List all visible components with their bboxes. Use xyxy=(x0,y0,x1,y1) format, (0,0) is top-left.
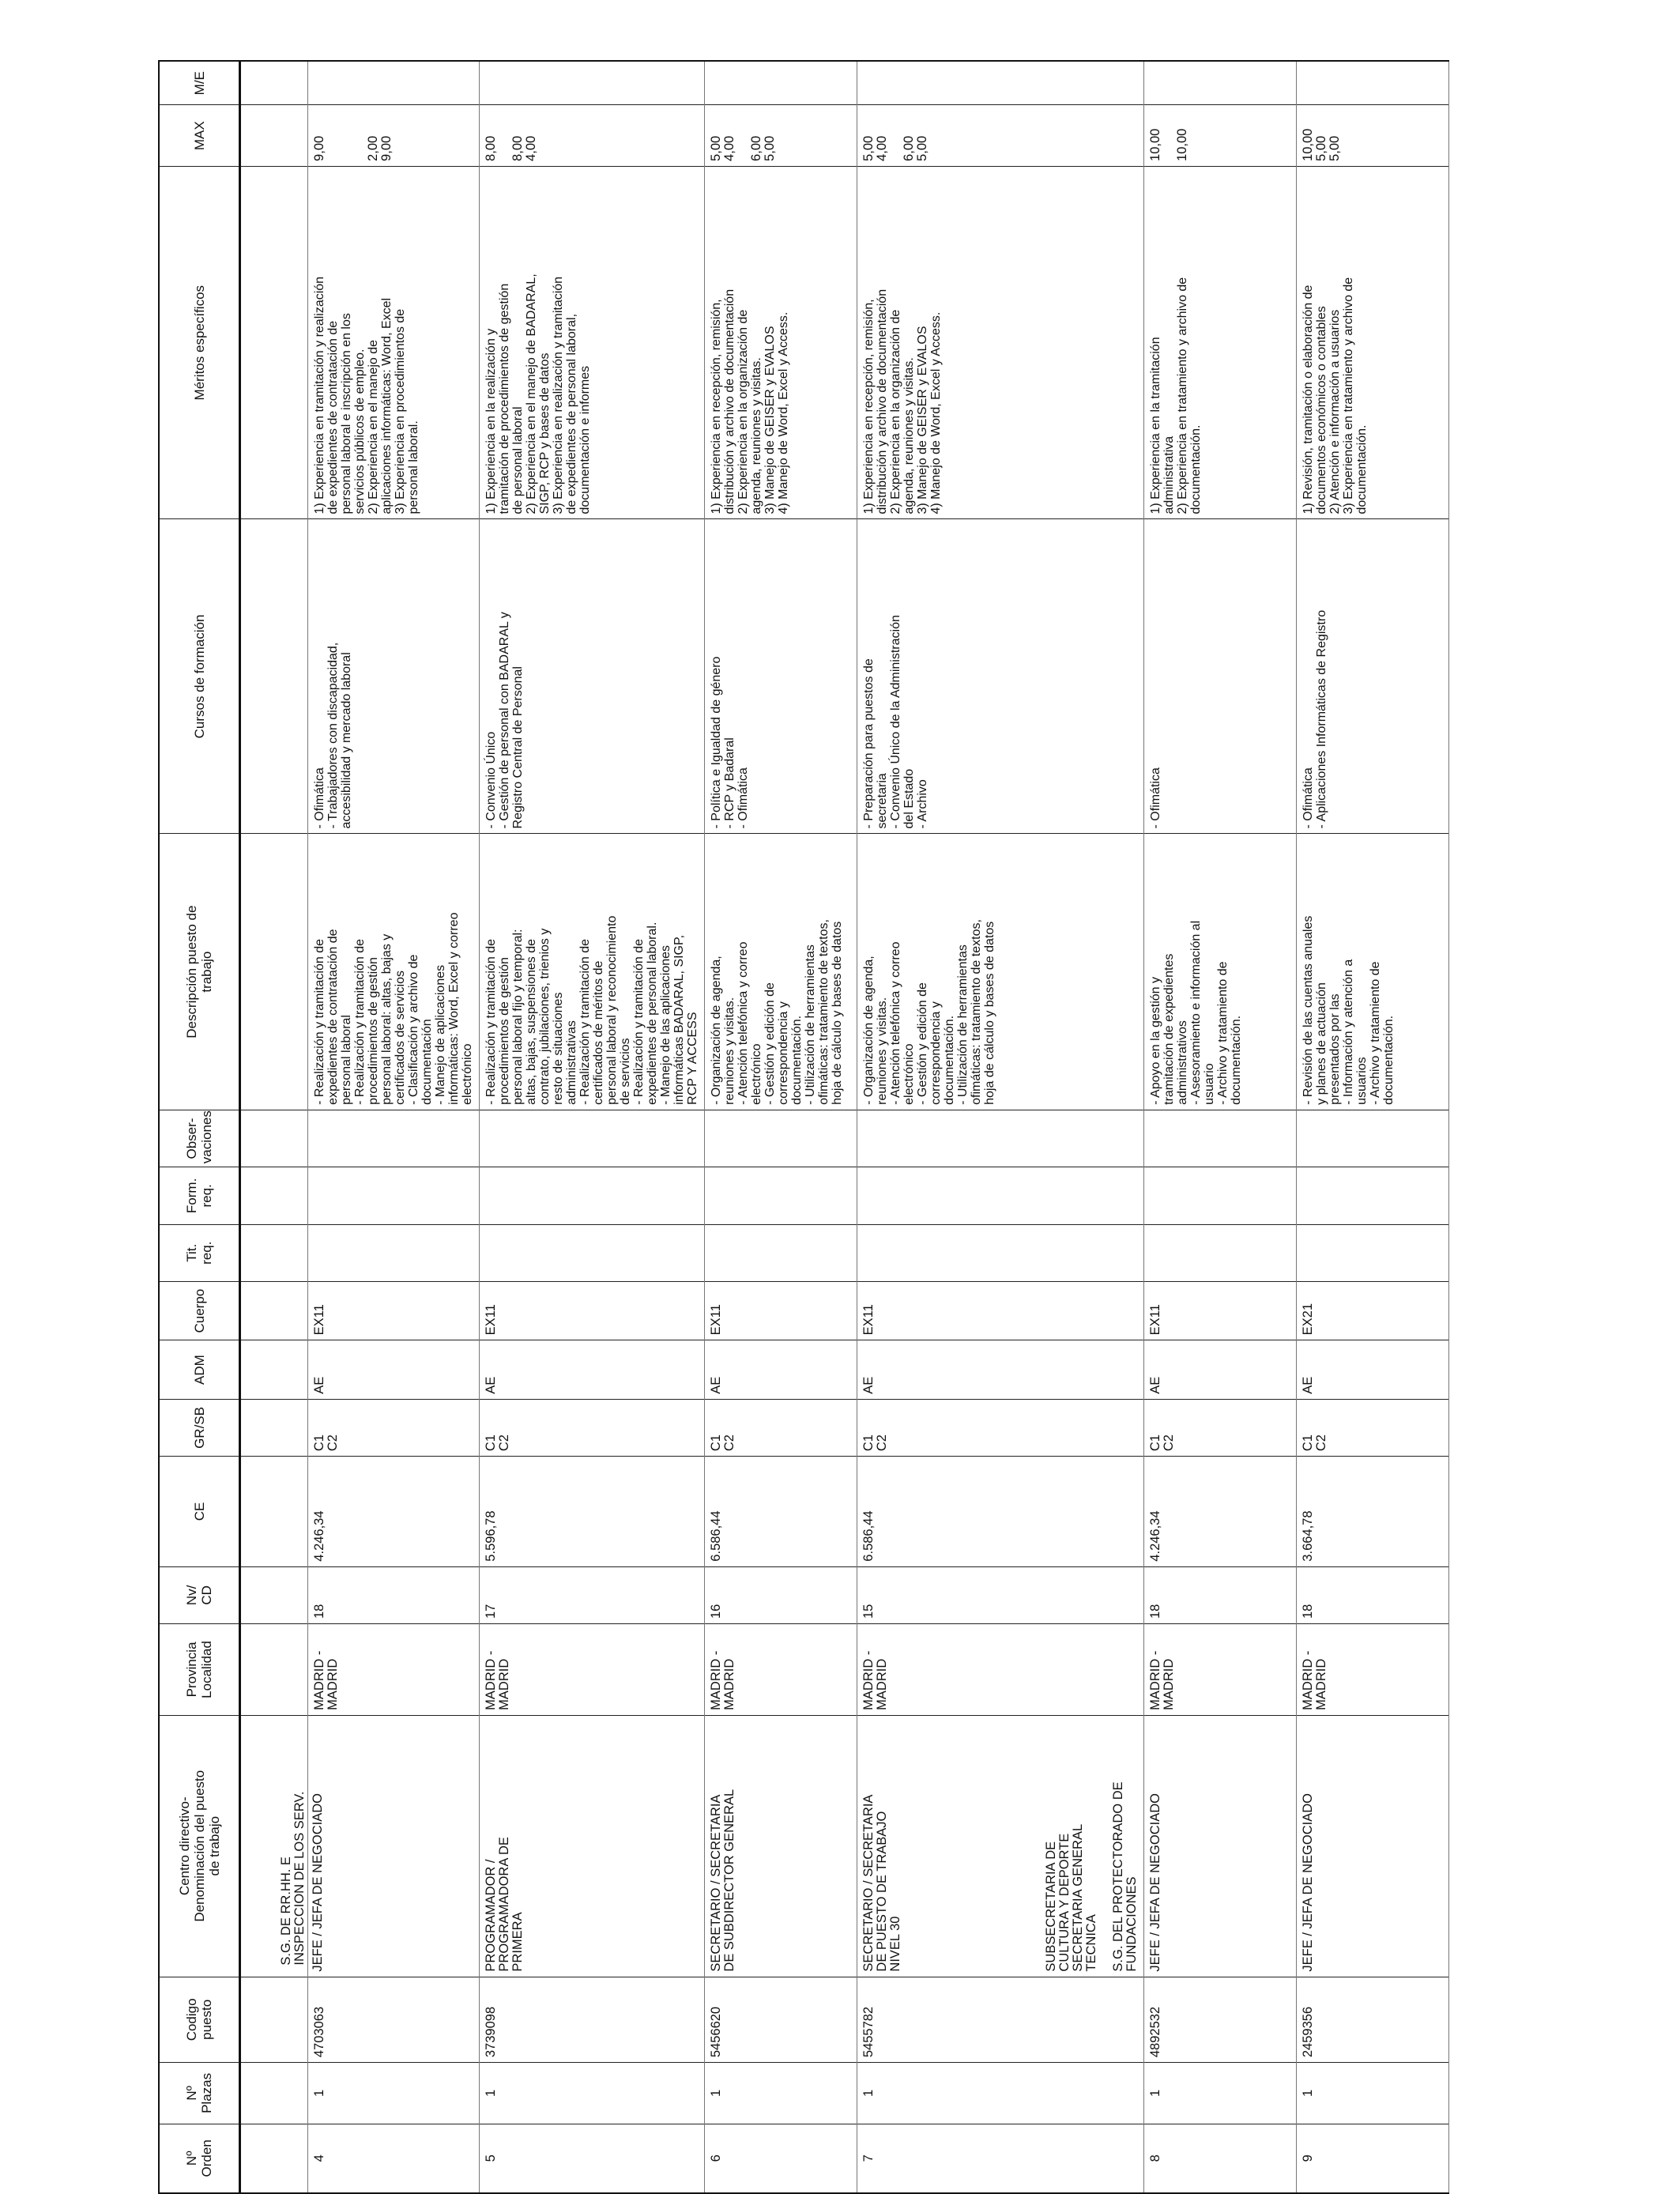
cell-cuerpo-text: EX21 xyxy=(1301,1302,1315,1336)
puesto-denominacion: JEFE / JEFA DE NEGOCIADO xyxy=(1301,1793,1315,1972)
cell-cuerpo xyxy=(1144,1281,1297,1340)
cell-orden xyxy=(705,2124,857,2193)
cell-tit xyxy=(480,1224,705,1281)
cell-ce-text: 5.596,78 xyxy=(484,1510,498,1562)
cell-plazas xyxy=(1297,2063,1449,2124)
cell-provincia xyxy=(1144,1624,1297,1716)
cell-grupo-text: C1 C2 xyxy=(861,1434,889,1452)
cell-provincia xyxy=(857,1624,1144,1716)
cell-nivel-text: 16 xyxy=(709,1604,723,1619)
cell-max-text: 10,00 5,00 5,00 xyxy=(1301,128,1342,161)
cell-max xyxy=(705,105,857,167)
cell-cursos-text: - Convenio Único - Gestión de personal con BADARAL y Registro Central de Personal xyxy=(484,612,525,829)
cell-cursos-text: - Preparación para puestos de secretaria - Convenio Único de la Administración del Estado - Archivo xyxy=(862,615,929,829)
cell-centro xyxy=(1144,1715,1297,1977)
header-orden: Nº Orden xyxy=(159,2124,240,2193)
cell-adm-text: AE xyxy=(312,1376,326,1394)
cell-grupo xyxy=(480,1399,705,1456)
cell-ce-text: 6.586,44 xyxy=(709,1510,723,1562)
header-adm: ADM xyxy=(159,1340,240,1399)
cell-ce xyxy=(857,1457,1144,1567)
cell-orden xyxy=(1297,2124,1449,2193)
centro-directivo-heading: S.G. DE RR.HH. E INSPECCION DE LOS SERV. xyxy=(279,1791,307,1966)
cell-descripcion xyxy=(857,834,1144,1110)
cell-cursos xyxy=(480,519,705,834)
cell-plazas xyxy=(1144,2063,1297,2124)
cell-cursos xyxy=(705,519,857,834)
header-max: MAX xyxy=(159,105,240,167)
cell-codigo xyxy=(1297,1977,1449,2063)
spacer-cell xyxy=(240,2124,308,2193)
cell-meritos xyxy=(480,166,705,519)
cell-grupo xyxy=(308,1399,480,1456)
cell-provincia-text: MADRID - MADRID xyxy=(312,1650,340,1710)
cell-form xyxy=(1144,1167,1297,1224)
puesto-denominacion: PROGRAMADOR / PROGRAMADORA DE PRIMERA xyxy=(484,1837,525,1972)
cell-descripcion-text: - Apoyo en la gestión y tramitación de expedientes administrativos - Asesoramiento e información al usuario - Archivo y tratamiento de documentación. xyxy=(1149,920,1243,1105)
cell-ce xyxy=(1144,1457,1297,1567)
cell-cursos-text: - Ofimática xyxy=(1149,767,1162,829)
cell-nivel-text: 17 xyxy=(484,1604,498,1619)
cell-descripcion-text: - Organización de agenda, reuniones y visitas. - Atención telefónica y correo electrónico - Gestión y edición de correspondencia y documentación. - Utilización de herramientas ofimáticas: tratamiento de textos, hoja de cálculo y bases de datos xyxy=(862,919,996,1105)
cell-orden-text: 8 xyxy=(1148,2154,1162,2162)
cell-cuerpo xyxy=(857,1281,1144,1340)
cell-plazas xyxy=(857,2063,1144,2124)
cell-ce xyxy=(1297,1457,1449,1567)
header-cursos: Cursos de formación xyxy=(159,519,240,834)
spacer-cell xyxy=(240,1624,308,1716)
cell-provincia-text: MADRID - MADRID xyxy=(484,1650,511,1710)
cell-centro xyxy=(1297,1715,1449,1977)
cell-codigo xyxy=(705,1977,857,2063)
cell-meritos xyxy=(1297,166,1449,519)
spacer-cell xyxy=(240,1566,308,1623)
cell-nivel xyxy=(1297,1566,1449,1623)
cell-descripcion-text: - Realización y tramitación de expedientes de contratación de personal laboral - Realización y tramitación de procedimientos de gestión personal laboral: altas, bajas y certificados de servicios - Clasificación y archivo de documentación - Manejo de aplicaciones informáticas: Word, Excel y correo electrónico xyxy=(313,912,474,1105)
cell-cursos xyxy=(857,519,1144,834)
cell-descripcion xyxy=(480,834,705,1110)
cell-meritos xyxy=(857,166,1144,519)
cell-max-text: 5,00 4,00 6,00 5,00 xyxy=(709,135,777,161)
cell-meritos-text: 1) Experiencia en tramitación y realización de expedientes de contratación de personal laboral e inscripción en los servicios públicos de empleo. 2) Experiencia en el manejo de aplicaciones informáticas: Word, Excel 3) Experiencia en procedimientos de personal laboral. xyxy=(313,276,420,515)
cell-meritos-text: 1) Experiencia en recepción, remisión, distribución y archivo de documentación 2) Experiencia en la organización de agenda, reuniones y visitas. 3) Manejo de GEISER y EVALOS 4) Manejo de Word, Excel y Access. xyxy=(710,288,790,515)
header-codigo: Codigo puesto xyxy=(159,1977,240,2063)
cell-provincia-text: MADRID - MADRID xyxy=(709,1650,736,1710)
cell-nivel xyxy=(705,1566,857,1623)
cell-adm xyxy=(705,1340,857,1399)
cell-max xyxy=(308,105,480,167)
cell-meritos-text: 1) Experiencia en la realización y tramitación de procedimientos de gestión de personal laboral 2) Experiencia en el manejo de BADARAL, SIGP, RCP y bases de datos 3) Experiencia en realización y tramitación de expedientes de personal laboral, documentación e informes xyxy=(484,273,592,515)
cell-tit xyxy=(1144,1224,1297,1281)
cell-nivel-text: 18 xyxy=(1301,1604,1315,1619)
spacer-cell xyxy=(240,1977,308,2063)
cell-provincia xyxy=(480,1624,705,1716)
cell-provincia-text: MADRID - MADRID xyxy=(1148,1650,1176,1710)
cell-cursos-text: - Ofimática - Aplicaciones Informáticas de Registro xyxy=(1301,609,1328,829)
cell-form xyxy=(308,1167,480,1224)
cell-cursos xyxy=(308,519,480,834)
cell-provincia xyxy=(308,1624,480,1716)
cell-grupo-text: C1 C2 xyxy=(484,1434,511,1452)
cell-meritos-text: 1) Experiencia en recepción, remisión, distribución y archivo de documentación 2) Experiencia en la organización de agenda, reuniones y visitas. 3) Manejo de GEISER y EVALOS 4) Manejo de Word, Excel y Access. xyxy=(862,288,943,515)
cell-cursos-text: - Ofimática - Trabajadores con discapacidad, accesibilidad y mercado laboral xyxy=(313,642,353,829)
cell-plazas xyxy=(705,2063,857,2124)
cell-nivel xyxy=(1144,1566,1297,1623)
cell-cuerpo-text: EX11 xyxy=(484,1304,498,1336)
cell-centro xyxy=(705,1715,857,1977)
cell-orden-text: 9 xyxy=(1301,2154,1315,2162)
spacer-cell xyxy=(240,61,308,105)
cell-cuerpo-text: EX11 xyxy=(709,1304,723,1336)
spacer-cell xyxy=(240,1457,308,1567)
spacer-cell xyxy=(240,834,308,1110)
header-form: Form. req. xyxy=(159,1167,240,1224)
cell-ce-text: 4.246,34 xyxy=(1148,1510,1162,1562)
cell-max xyxy=(480,105,705,167)
spacer-cell xyxy=(240,1399,308,1456)
cell-adm xyxy=(1144,1340,1297,1399)
cell-nivel xyxy=(857,1566,1144,1623)
spacer-cell xyxy=(240,1110,308,1167)
cell-me xyxy=(705,61,857,105)
cell-obs xyxy=(308,1110,480,1167)
cell-provincia-text: MADRID - MADRID xyxy=(861,1650,889,1710)
cell-cursos xyxy=(1144,519,1297,834)
spacer-cell xyxy=(240,519,308,834)
cell-adm-text: AE xyxy=(861,1376,876,1394)
cell-meritos-text: 1) Experiencia en la tramitación administrativa 2) Experiencia en tratamiento y archivo de documentación. xyxy=(1149,277,1203,515)
table-header-row xyxy=(159,61,240,2193)
cell-cursos-text: - Política e Igualdad de género - RCP y Badaral - Ofimática xyxy=(710,656,750,829)
cell-centro xyxy=(857,1715,1144,1977)
cell-max-text: 9,00 2,00 9,00 xyxy=(312,135,394,161)
cell-adm xyxy=(857,1340,1144,1399)
cell-plazas xyxy=(308,2063,480,2124)
header-me: M/E xyxy=(159,61,240,105)
cell-orden xyxy=(857,2124,1144,2193)
cell-meritos xyxy=(308,166,480,519)
cell-me xyxy=(480,61,705,105)
cell-codigo-text: 3739098 xyxy=(484,2006,498,2058)
cell-centro xyxy=(480,1715,705,1977)
cell-max xyxy=(1144,105,1297,167)
puesto-denominacion: SECRETARIO / SECRETARIA DE SUBDIRECTOR GENERAL xyxy=(709,1789,736,1972)
cell-obs xyxy=(857,1110,1144,1167)
cell-codigo-text: 4703063 xyxy=(312,2006,326,2058)
rotated-landscape-sheet xyxy=(158,60,1434,2194)
spacer-cell xyxy=(240,1224,308,1281)
header-provincia: Provincia Localidad xyxy=(159,1624,240,1716)
table-row xyxy=(308,61,480,2193)
cell-cuerpo xyxy=(705,1281,857,1340)
cell-orden-text: 4 xyxy=(312,2154,326,2162)
cell-ce xyxy=(480,1457,705,1567)
cell-tit xyxy=(705,1224,857,1281)
cell-adm-text: AE xyxy=(484,1376,498,1394)
table-row xyxy=(705,61,857,2193)
spacer-cell xyxy=(240,1167,308,1224)
cell-max-text: 5,00 4,00 6,00 5,00 xyxy=(861,135,929,161)
cell-orden xyxy=(480,2124,705,2193)
cell-max-text: 8,00 8,00 4,00 xyxy=(484,135,538,161)
table-row xyxy=(1297,61,1449,2193)
cell-cuerpo-text: EX11 xyxy=(1148,1304,1162,1336)
cell-max xyxy=(857,105,1144,167)
cell-form xyxy=(857,1167,1144,1224)
cell-adm-text: AE xyxy=(709,1376,723,1394)
cell-grupo xyxy=(857,1399,1144,1456)
cell-ce xyxy=(705,1457,857,1567)
cell-descripcion xyxy=(705,834,857,1110)
cell-descripcion-text: - Revisión de las cuentas anuales y planes de actuación presentados por las - Información y atención a usuarios - Archivo y tratamiento de documentación. xyxy=(1301,915,1396,1105)
cell-form xyxy=(705,1167,857,1224)
cell-tit xyxy=(308,1224,480,1281)
cell-descripcion xyxy=(1144,834,1297,1110)
cell-nivel xyxy=(480,1566,705,1623)
cell-orden-text: 5 xyxy=(484,2154,498,2162)
cell-adm xyxy=(480,1340,705,1399)
job-positions-table xyxy=(158,60,1449,2194)
cell-codigo xyxy=(308,1977,480,2063)
header-centro: Centro directivo- Denominación del puesto de trabajo xyxy=(159,1715,240,1977)
cell-obs xyxy=(480,1110,705,1167)
cell-codigo-text: 5456620 xyxy=(709,2006,723,2058)
cell-cuerpo xyxy=(480,1281,705,1340)
cell-codigo-text: 4892532 xyxy=(1148,2006,1162,2058)
puesto-denominacion: JEFE / JEFA DE NEGOCIADO xyxy=(1148,1793,1162,1972)
cell-nivel-text: 15 xyxy=(861,1604,876,1619)
cell-obs xyxy=(1297,1110,1449,1167)
cell-plazas-text: 1 xyxy=(861,2089,876,2097)
cell-ce xyxy=(308,1457,480,1567)
cell-provincia-text: MADRID - MADRID xyxy=(1301,1650,1328,1710)
cell-plazas-text: 1 xyxy=(709,2089,723,2097)
cell-me xyxy=(1297,61,1449,105)
cell-adm xyxy=(308,1340,480,1399)
cell-meritos xyxy=(705,166,857,519)
cell-grupo xyxy=(1297,1399,1449,1456)
cell-descripcion-text: - Organización de agenda, reuniones y visitas. - Atención telefónica y correo electrónico - Gestión y edición de correspondencia y documentación. - Utilización de herramientas ofimáticas: tratamiento de textos, hoja de cálculo y bases de datos xyxy=(710,919,844,1105)
cell-grupo-text: C1 C2 xyxy=(1301,1434,1328,1452)
cell-tit xyxy=(857,1224,1144,1281)
cell-ce-text: 3.664,78 xyxy=(1301,1510,1315,1562)
cell-plazas-text: 1 xyxy=(1148,2089,1162,2097)
cell-codigo xyxy=(1144,1977,1297,2063)
cell-grupo-text: C1 C2 xyxy=(1148,1434,1176,1452)
header-descripcion: Descripción puesto de trabajo xyxy=(159,834,240,1110)
table-body xyxy=(240,61,1449,2193)
cell-grupo-text: C1 C2 xyxy=(709,1434,736,1452)
cell-plazas xyxy=(480,2063,705,2124)
spacer-cell xyxy=(240,1281,308,1340)
cell-me xyxy=(857,61,1144,105)
cell-orden xyxy=(1144,2124,1297,2193)
cell-obs xyxy=(705,1110,857,1167)
cell-codigo-text: 2459356 xyxy=(1301,2006,1315,2058)
cell-nivel-text: 18 xyxy=(312,1604,326,1619)
cell-centro xyxy=(279,1715,480,1977)
header-cuerpo: Cuerpo xyxy=(159,1281,240,1340)
cell-form xyxy=(480,1167,705,1224)
cell-cuerpo xyxy=(308,1281,480,1340)
cell-plazas-text: 1 xyxy=(484,2089,498,2097)
centro-directivo-next: SUBSECRETARIA DE CULTURA Y DEPORTE SECRETARIA GENERAL TECNICA S.G. DEL PROTECTORADO DE FUNDACIONES xyxy=(1044,1781,1139,1972)
cell-cuerpo-text: EX11 xyxy=(861,1304,876,1336)
cell-obs xyxy=(1144,1110,1297,1167)
cell-tit xyxy=(1297,1224,1449,1281)
header-tit: Tit. req. xyxy=(159,1224,240,1281)
cell-descripcion-text: - Realización y tramitación de procedimientos de gestión personal laboral fijo y temporal: altas, bajas, suspensiones de contrato, jubilaciones, trienios y resto de situaciones administrativas - Realización y tramitación de certificados de méritos de personal laboral y reconocimiento de servicios - Realización y tramitación de expedientes de personal laboral. - Manejo de las aplicaciones informáticas BADARAL, SIGP, RCP Y ACCESS xyxy=(484,915,699,1105)
cell-nivel xyxy=(308,1566,480,1623)
header-ce: CE xyxy=(159,1457,240,1567)
header-grupo: GR/SB xyxy=(159,1399,240,1456)
spacer-cell xyxy=(240,2063,308,2124)
cell-grupo xyxy=(705,1399,857,1456)
cell-codigo xyxy=(480,1977,705,2063)
cell-adm-text: AE xyxy=(1301,1376,1315,1394)
cell-grupo-text: C1 C2 xyxy=(312,1434,340,1452)
cell-orden-text: 7 xyxy=(861,2154,876,2162)
puesto-denominacion: JEFE / JEFA DE NEGOCIADO xyxy=(311,1793,325,1972)
cell-plazas-text: 1 xyxy=(1301,2089,1315,2097)
header-obs: Obser- vaciones xyxy=(159,1110,240,1167)
cell-meritos xyxy=(1144,166,1297,519)
header-nivel: Nv/ CD xyxy=(159,1566,240,1623)
cell-cuerpo-text: EX11 xyxy=(312,1304,326,1336)
cell-grupo xyxy=(1144,1399,1297,1456)
table-row xyxy=(857,61,1144,2193)
cell-provincia xyxy=(705,1624,857,1716)
cell-ce-text: 6.586,44 xyxy=(861,1510,876,1562)
cell-plazas-text: 1 xyxy=(312,2089,326,2097)
cell-max-text: 10,00 10,00 xyxy=(1148,128,1189,161)
spacer-cell xyxy=(240,166,308,519)
spacer-cell xyxy=(240,105,308,167)
cell-adm-text: AE xyxy=(1148,1376,1162,1394)
cell-me xyxy=(1144,61,1297,105)
cell-descripcion xyxy=(308,834,480,1110)
cell-meritos-text: 1) Revisión, tramitación o elaboración de documentos económicos o contables 2) Atención e información a usuarios 3) Experiencia en tratamiento y archivo de documentación. xyxy=(1301,277,1369,515)
table-row xyxy=(1144,61,1297,2193)
puesto-denominacion: SECRETARIO / SECRETARIA DE PUESTO DE TRABAJO NIVEL 30 xyxy=(861,1794,902,1972)
cell-codigo-text: 5455782 xyxy=(861,2006,876,2058)
cell-adm xyxy=(1297,1340,1449,1399)
spacer-cell xyxy=(240,1340,308,1399)
table-row xyxy=(480,61,705,2193)
cell-orden-text: 6 xyxy=(709,2154,723,2162)
cell-descripcion xyxy=(1297,834,1449,1110)
cell-max xyxy=(1297,105,1449,167)
cell-ce-text: 4.246,34 xyxy=(312,1510,326,1562)
cell-codigo xyxy=(857,1977,1144,2063)
header-plazas: Nº Plazas xyxy=(159,2063,240,2124)
cell-form xyxy=(1297,1167,1449,1224)
cell-provincia xyxy=(1297,1624,1449,1716)
header-meritos: Méritos específicos xyxy=(159,166,240,519)
cell-cuerpo xyxy=(1297,1281,1449,1340)
cell-me xyxy=(308,61,480,105)
cell-orden xyxy=(308,2124,480,2193)
cell-cursos xyxy=(1297,519,1449,834)
cell-nivel-text: 18 xyxy=(1148,1604,1162,1619)
